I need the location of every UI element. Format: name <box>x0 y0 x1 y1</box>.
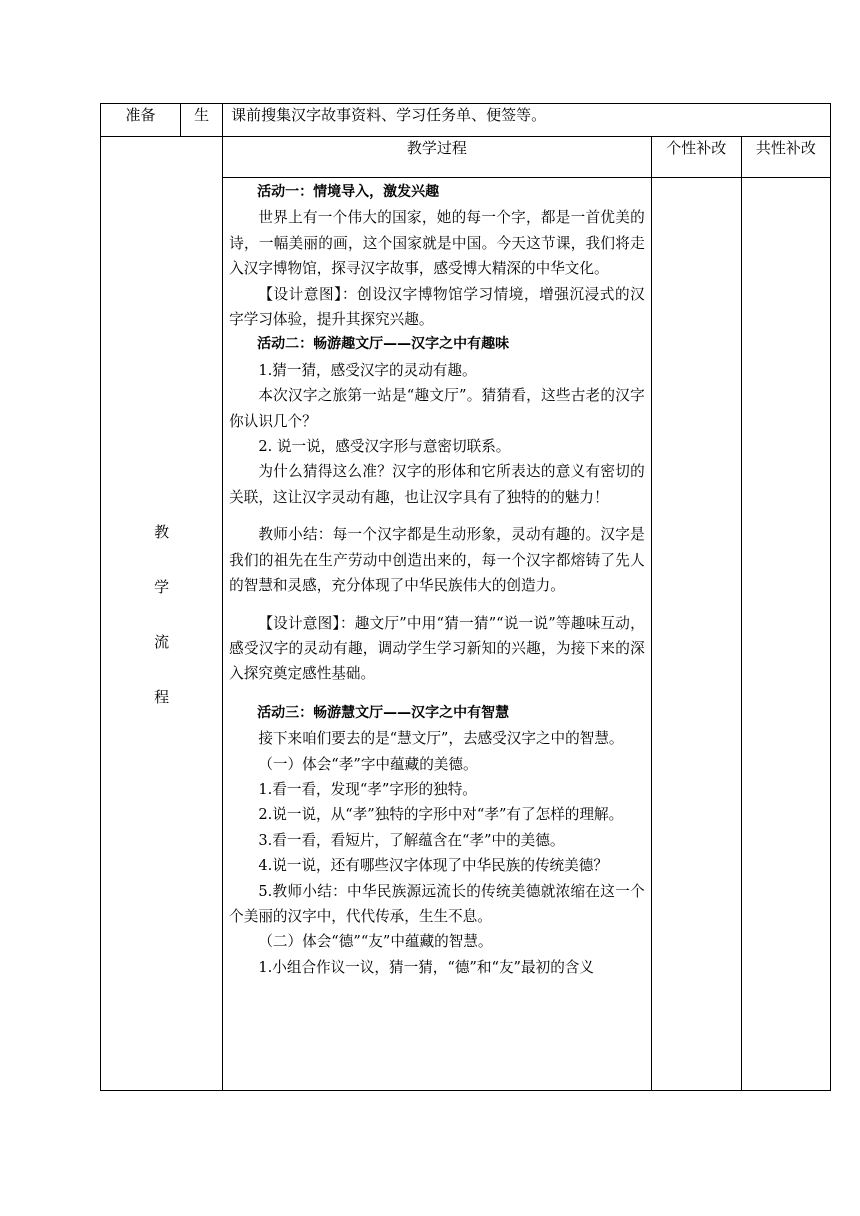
process-paragraph: 4.说一说，还有哪些汉字体现了中华民族的传统美德？ <box>258 857 608 875</box>
design-intent-note: 【设计意图】：趣文厅”中用“猜一猜”“说一说”等趣味互动，感受汉字的灵动有趣，调动学生学习新知的兴趣，为接下来的深入探究奠定感性基础。 <box>229 614 645 683</box>
side-label-char: 程 <box>154 687 170 706</box>
process-paragraph: 接下来咱们要去的是“慧文厅”，去感受汉字之中的智慧。 <box>258 730 624 748</box>
process-paragraph: 世界上有一个伟大的国家，她的每一个字，都是一首优美的诗，一幅美丽的画，这个国家就是中国。今天这节课，我们将走入汉字博物馆，探寻汉字故事，感受博大精深的中华文化。 <box>229 209 645 278</box>
process-paragraph: （二）体会“德”“友”中蕴藏的智慧。 <box>258 933 493 951</box>
process-paragraph: 1.看一看，发现“孝”字形的独特。 <box>258 780 477 798</box>
process-title: 教学过程 <box>223 137 652 178</box>
prep-row <box>101 104 831 137</box>
header-row <box>101 137 831 178</box>
prep-label: 准备 <box>101 104 181 137</box>
process-paragraph: （一）体会“孝”字中蕴藏的美德。 <box>258 755 478 773</box>
prep-role: 生 <box>181 104 223 137</box>
side-label-char: 教 <box>154 522 170 541</box>
process-paragraph: 1.猜一猜，感受汉字的灵动有趣。 <box>258 361 477 379</box>
design-intent-note: 【设计意图】：创设汉字博物馆学习情境，增强沉浸式的汉字学习体验，提升其探究兴趣。 <box>229 285 645 329</box>
activity-heading: 活动二：畅游趣文厅——汉字之中有趣味 <box>257 336 510 353</box>
process-content <box>223 178 651 1090</box>
side-label-char: 流 <box>154 632 170 651</box>
process-paragraph: 2.说一说，从“孝”独特的字形中对“孝”有了怎样的理解。 <box>258 806 624 824</box>
process-paragraph: 教师小结：每一个汉字都是生动形象，灵动有趣的。汉字是我们的祖先在生产劳动中创造出来的，每一个汉字都熔铸了先人的智慧和灵感，充分体现了中华民族伟大的创造力。 <box>229 526 645 595</box>
process-paragraph: 1.小组合作议一议，猜一猜，“德”和“友”最初的含义 <box>258 958 594 976</box>
side-label-char: 学 <box>154 577 170 596</box>
process-paragraph: 3.看一看，看短片，了解蕴含在“孝”中的美德。 <box>258 831 565 849</box>
lesson-plan-table <box>100 103 831 1091</box>
process-content-cell <box>223 178 652 1091</box>
process-paragraph: 本次汉字之旅第一站是“趣文厅”。猜猜看，这些古老的汉字你认识几个？ <box>229 387 645 430</box>
process-paragraph: 5.教师小结：中华民族源远流长的传统美德就浓缩在这一个个美丽的汉字中，代代传承，生生不息。 <box>229 882 645 925</box>
individual-revision-header: 个性补改 <box>651 137 741 178</box>
process-paragraph: 为什么猜得这么准？汉字的形体和它所表达的意义有密切的关联，这让汉字灵动有趣，也让汉字具有了独特的的魅力！ <box>229 463 645 506</box>
activity-heading: 活动一：情境导入，激发兴趣 <box>257 184 440 200</box>
individual-revision-cell <box>651 178 741 1091</box>
common-revision-cell <box>741 178 830 1091</box>
side-label-cell <box>101 137 223 1091</box>
common-revision-header: 共性补改 <box>741 137 830 178</box>
prep-content: 课前搜集汉字故事资料、学习任务单、便签等。 <box>223 104 831 137</box>
activity-heading: 活动三：畅游慧文厅——汉字之中有智慧 <box>257 704 510 721</box>
process-paragraph: 2. 说一说，感受汉字形与意密切联系。 <box>258 438 511 456</box>
